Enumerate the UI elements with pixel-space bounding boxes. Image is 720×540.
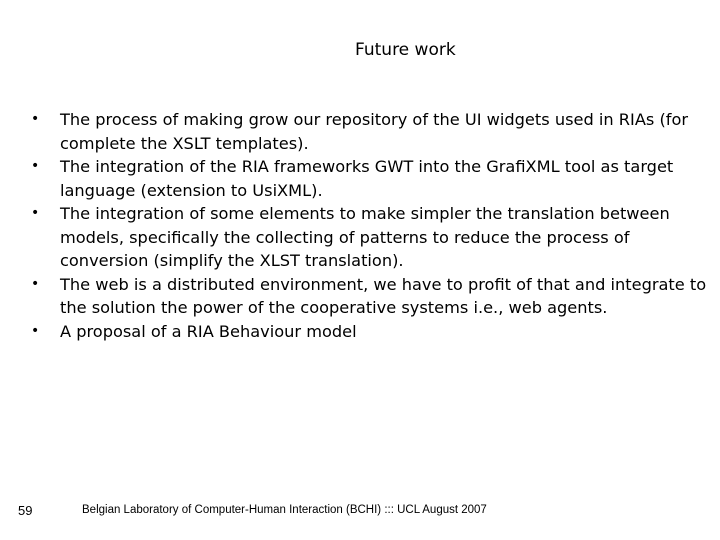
slide-title: Future work xyxy=(355,40,456,60)
bullet-icon: • xyxy=(31,275,40,292)
bullet-item xyxy=(28,202,708,273)
bullet-text: The web is a distributed environment, we have to profit of that and integrate to the solution the power of the cooperative systems i.e., web agents. xyxy=(60,274,707,317)
bullet-item xyxy=(28,108,708,155)
bullet-text: The process of making grow our repository of the UI widgets used in RIAs (for complete the XSLT templates). xyxy=(60,110,689,153)
bullet-item xyxy=(28,273,708,320)
bullet-item xyxy=(28,320,708,344)
bullet-list xyxy=(28,108,708,343)
page-number: 59 xyxy=(18,503,33,518)
bullet-icon: • xyxy=(31,205,40,221)
bullet-icon: • xyxy=(31,111,40,127)
bullet-text: The integration of the RIA frameworks GWT into the GrafiXML tool as target language (extension to UsiXML). xyxy=(60,157,674,200)
bullet-text: The integration of some elements to make simpler the translation between models, specifically the collecting of patterns to reduce the process of conversion (simplify the XLST translation). xyxy=(60,204,670,270)
footer-credit: Belgian Laboratory of Computer-Human Interaction (BCHI) ::: UCL August 2007 xyxy=(82,504,487,516)
bullet-item xyxy=(28,155,708,202)
bullet-icon: • xyxy=(31,158,40,174)
bullet-text: A proposal of a RIA Behaviour model xyxy=(60,321,357,341)
bullet-icon: • xyxy=(31,322,40,339)
